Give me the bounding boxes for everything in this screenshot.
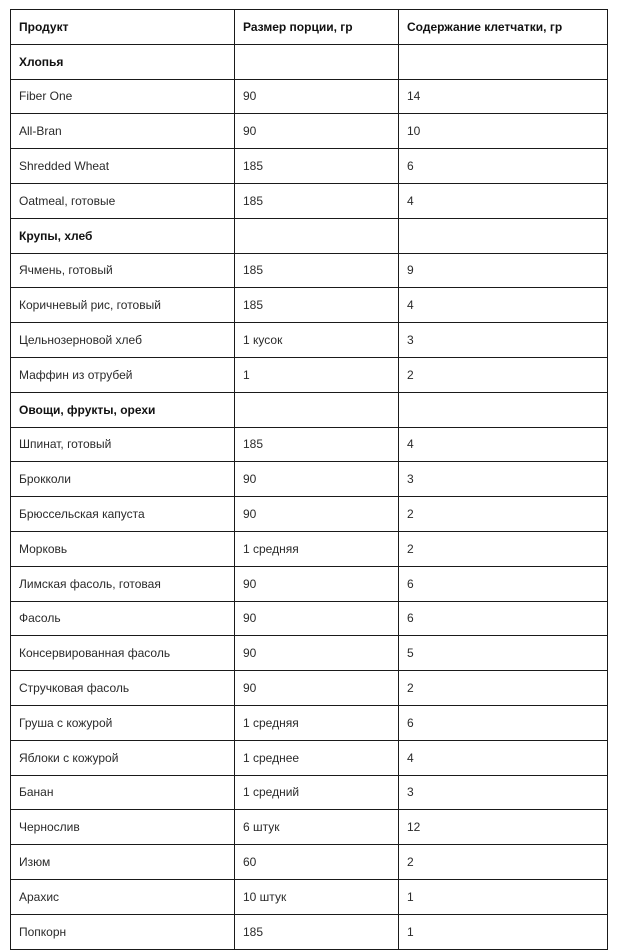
fiber-table (10, 9, 608, 950)
product-cell: Чернослив (11, 810, 235, 845)
empty-cell (235, 44, 399, 79)
portion-cell: 1 средняя (235, 531, 399, 566)
product-cell: Стручковая фасоль (11, 671, 235, 706)
table-row (11, 879, 608, 914)
empty-cell (399, 44, 608, 79)
portion-cell: 90 (235, 497, 399, 532)
table-row (11, 740, 608, 775)
product-cell: Брюссельская капуста (11, 497, 235, 532)
section-row (11, 218, 608, 253)
table-row (11, 705, 608, 740)
portion-cell: 1 среднее (235, 740, 399, 775)
fiber-cell: 14 (399, 79, 608, 114)
table-row (11, 114, 608, 149)
portion-cell: 90 (235, 79, 399, 114)
portion-cell: 90 (235, 636, 399, 671)
product-cell: Oatmeal, готовые (11, 183, 235, 218)
fiber-cell: 4 (399, 183, 608, 218)
table-row (11, 323, 608, 358)
product-cell: Морковь (11, 531, 235, 566)
table-row (11, 462, 608, 497)
product-cell: Изюм (11, 845, 235, 880)
product-cell: Коричневый рис, готовый (11, 288, 235, 323)
table-row (11, 601, 608, 636)
product-cell: Фасоль (11, 601, 235, 636)
fiber-cell: 6 (399, 705, 608, 740)
portion-cell: 6 штук (235, 810, 399, 845)
portion-cell: 60 (235, 845, 399, 880)
table-row (11, 497, 608, 532)
empty-cell (399, 392, 608, 427)
product-cell: Цельнозерновой хлеб (11, 323, 235, 358)
product-cell: Ячмень, готовый (11, 253, 235, 288)
table-row (11, 427, 608, 462)
product-cell: Арахис (11, 879, 235, 914)
empty-cell (399, 218, 608, 253)
table-row (11, 288, 608, 323)
product-cell: Шпинат, готовый (11, 427, 235, 462)
fiber-cell: 9 (399, 253, 608, 288)
product-cell: Яблоки с кожурой (11, 740, 235, 775)
portion-cell: 10 штук (235, 879, 399, 914)
product-cell: Лимская фасоль, готовая (11, 566, 235, 601)
portion-cell: 1 средняя (235, 705, 399, 740)
table-header (11, 10, 608, 45)
product-cell: Попкорн (11, 914, 235, 949)
portion-cell: 185 (235, 183, 399, 218)
table-row (11, 810, 608, 845)
portion-cell: 185 (235, 253, 399, 288)
portion-cell: 185 (235, 914, 399, 949)
empty-cell (235, 218, 399, 253)
fiber-cell: 12 (399, 810, 608, 845)
header-fiber-content: Содержание клетчатки, гр (399, 10, 608, 45)
table-row (11, 149, 608, 184)
header-row (11, 10, 608, 45)
fiber-cell: 2 (399, 845, 608, 880)
fiber-cell: 3 (399, 775, 608, 810)
fiber-cell: 2 (399, 671, 608, 706)
portion-cell: 1 (235, 357, 399, 392)
portion-cell: 185 (235, 288, 399, 323)
fiber-cell: 3 (399, 323, 608, 358)
table-row (11, 79, 608, 114)
header-portion-size: Размер порции, гр (235, 10, 399, 45)
fiber-cell: 6 (399, 149, 608, 184)
table-row (11, 531, 608, 566)
portion-cell: 90 (235, 462, 399, 497)
product-cell: Fiber One (11, 79, 235, 114)
table-row (11, 775, 608, 810)
product-cell: Консервированная фасоль (11, 636, 235, 671)
table-row (11, 671, 608, 706)
fiber-cell: 2 (399, 497, 608, 532)
table-row (11, 183, 608, 218)
table-row (11, 636, 608, 671)
table-row (11, 357, 608, 392)
section-row (11, 44, 608, 79)
fiber-cell: 4 (399, 740, 608, 775)
product-cell: Груша с кожурой (11, 705, 235, 740)
section-row (11, 392, 608, 427)
fiber-cell: 4 (399, 427, 608, 462)
fiber-cell: 5 (399, 636, 608, 671)
portion-cell: 90 (235, 566, 399, 601)
fiber-cell: 2 (399, 531, 608, 566)
fiber-cell: 1 (399, 914, 608, 949)
fiber-cell: 4 (399, 288, 608, 323)
table-row (11, 566, 608, 601)
portion-cell: 90 (235, 671, 399, 706)
product-cell: Маффин из отрубей (11, 357, 235, 392)
table-row (11, 845, 608, 880)
product-cell: Брокколи (11, 462, 235, 497)
fiber-cell: 10 (399, 114, 608, 149)
portion-cell: 185 (235, 149, 399, 184)
section-label: Овощи, фрукты, орехи (11, 392, 235, 427)
fiber-cell: 3 (399, 462, 608, 497)
portion-cell: 1 кусок (235, 323, 399, 358)
section-label: Хлопья (11, 44, 235, 79)
header-product: Продукт (11, 10, 235, 45)
fiber-cell: 2 (399, 357, 608, 392)
empty-cell (235, 392, 399, 427)
fiber-cell: 1 (399, 879, 608, 914)
table-row (11, 253, 608, 288)
product-cell: Shredded Wheat (11, 149, 235, 184)
portion-cell: 90 (235, 114, 399, 149)
product-cell: All-Bran (11, 114, 235, 149)
portion-cell: 1 средний (235, 775, 399, 810)
product-cell: Банан (11, 775, 235, 810)
portion-cell: 185 (235, 427, 399, 462)
table-body (11, 44, 608, 949)
section-label: Крупы, хлеб (11, 218, 235, 253)
fiber-cell: 6 (399, 601, 608, 636)
table-row (11, 914, 608, 949)
fiber-cell: 6 (399, 566, 608, 601)
portion-cell: 90 (235, 601, 399, 636)
